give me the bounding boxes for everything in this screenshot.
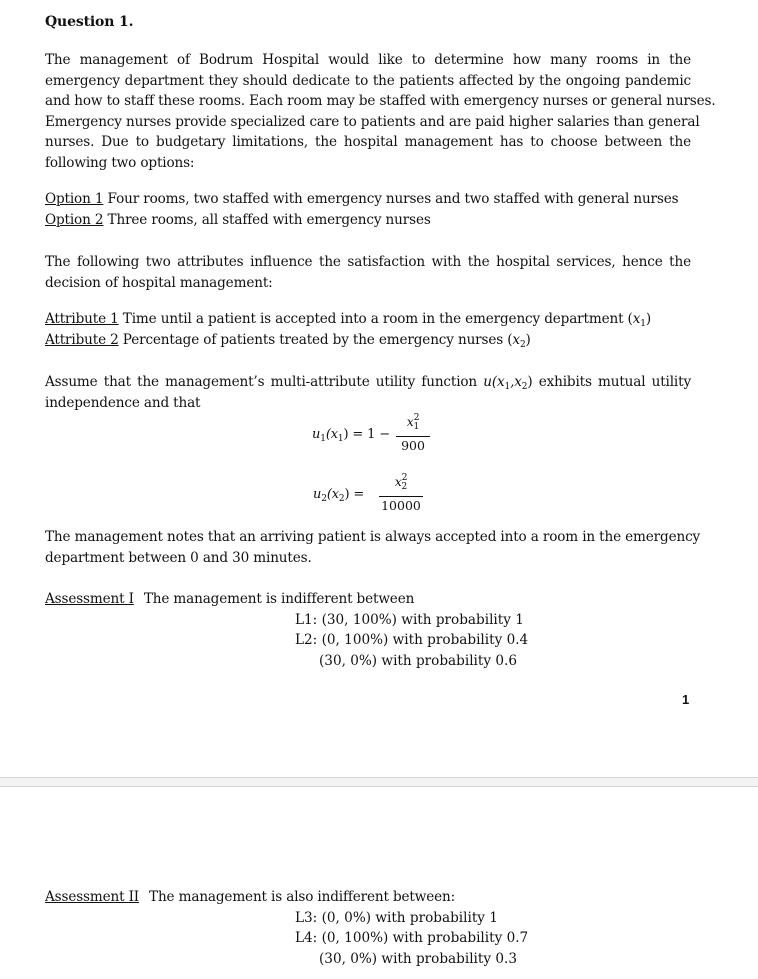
- attribute-variable-subscript: 2: [519, 339, 526, 350]
- question-title: Question 1.: [45, 14, 134, 30]
- equation-u1-lhs: [312, 425, 390, 450]
- option-text: Three rooms, all staffed with emergency nurses: [103, 211, 431, 228]
- eq-sub: 1: [413, 422, 420, 432]
- eq-arg: (x: [326, 487, 339, 502]
- assessment-label: Assessment I: [45, 591, 134, 607]
- intro-line: and how to staff these rooms. Each room may be staffed with emergency nurses or general nurses.: [45, 93, 716, 110]
- note-line: The management notes that an arriving patient is always accepted into a room in the emergency: [45, 529, 701, 545]
- lottery-line: L3: (0, 0%) with probability 1: [295, 909, 498, 926]
- eq-denominator: 10000: [381, 498, 421, 513]
- page-break: [0, 777, 758, 787]
- eq-var: x: [406, 414, 414, 429]
- attributes-intro-line: The following two attributes influence the satisfaction with the hospital services, hence the: [45, 254, 691, 270]
- intro-line: following two options:: [45, 155, 195, 171]
- lottery-line: L1: (30, 100%) with probability 1: [295, 611, 524, 628]
- attribute-label: Attribute 1: [45, 311, 119, 327]
- eq-sub: 2: [338, 494, 345, 504]
- eq-close: ) = 1 −: [343, 427, 390, 442]
- eq-sup: 2: [401, 473, 408, 483]
- attribute-close: ): [525, 331, 531, 348]
- intro-line: emergency department they should dedicate to the patients affected by the ongoing pandemic: [45, 72, 691, 89]
- attribute-text: Time until a patient is accepted into a room in the emergency department (: [118, 311, 633, 327]
- utility-intro-text: Assume that the management’s multi-attribute utility function: [45, 374, 484, 390]
- assessment-1-heading: [45, 589, 414, 610]
- eq-sub: 2: [401, 482, 408, 492]
- intro-line: nurses. Due to budgetary limitations, the hospital management has to choose between the: [45, 134, 691, 151]
- document-page-2: [0, 787, 758, 979]
- assessment-text: The management is indifferent between: [143, 591, 415, 607]
- fraction-bar: [379, 496, 423, 497]
- note-line: department between 0 and 30 minutes.: [45, 549, 312, 566]
- eq-sup: 2: [413, 413, 420, 423]
- utility-function-symbol: u(x: [483, 374, 505, 390]
- intro-line: Emergency nurses provide specialized care to patients and are paid higher salaries than general: [45, 113, 700, 130]
- attribute-variable: x: [512, 331, 520, 348]
- attribute-2: [45, 330, 531, 356]
- assessment-label: Assessment II: [45, 889, 140, 905]
- eq-arg: (x: [325, 427, 338, 442]
- attributes-intro-line: decision of hospital management:: [45, 274, 273, 291]
- option-2: [45, 210, 431, 231]
- lottery-line: L2: (0, 100%) with probability 0.4: [295, 632, 529, 649]
- attribute-close: ): [645, 311, 651, 327]
- eq-denominator: 900: [401, 438, 425, 453]
- attribute-label: Attribute 2: [45, 331, 119, 348]
- option-label: Option 1: [45, 191, 104, 207]
- page-number: 1: [682, 692, 690, 707]
- eq-sub: 2: [321, 494, 327, 504]
- utility-intro-line: independence and that: [45, 394, 201, 411]
- attribute-text: Percentage of patients treated by the emergency nurses (: [118, 331, 513, 348]
- eq-numerator: [396, 410, 430, 435]
- attribute-variable: x: [632, 311, 641, 327]
- eq-var: x: [394, 474, 402, 489]
- utility-function-subscript: 1: [504, 382, 511, 392]
- utility-function-symbol: ,x: [510, 374, 522, 390]
- assessment-text: The management is also indifferent between:: [149, 889, 456, 905]
- eq-close: ) =: [344, 487, 365, 502]
- fraction-bar: [396, 436, 430, 437]
- lottery-line: (30, 0%) with probability 0.6: [319, 652, 517, 669]
- assessment-2-heading: [45, 887, 455, 908]
- eq-sub: 1: [320, 434, 326, 444]
- equation-u1-fraction: [396, 410, 430, 454]
- attribute-variable-subscript: 1: [640, 319, 646, 329]
- eq-sub: 1: [337, 434, 344, 444]
- eq-numerator: [379, 470, 423, 495]
- lottery-line: (30, 0%) with probability 0.3: [319, 950, 517, 967]
- utility-function-subscript: 2: [521, 382, 528, 392]
- option-text: Four rooms, two staffed with emergency nurses and two staffed with general nurses: [103, 191, 679, 207]
- intro-line: The management of Bodrum Hospital would like to determine how many rooms in the: [45, 52, 691, 68]
- eq-fn: u: [313, 487, 322, 502]
- option-label: Option 2: [45, 211, 104, 228]
- equation-u2-fraction: [379, 470, 423, 514]
- option-1: [45, 189, 678, 210]
- eq-fn: u: [312, 427, 321, 442]
- utility-intro-text: ) exhibits mutual utility: [527, 374, 691, 390]
- lottery-line: L4: (0, 100%) with probability 0.7: [295, 930, 529, 947]
- equation-u2-lhs: [313, 485, 364, 510]
